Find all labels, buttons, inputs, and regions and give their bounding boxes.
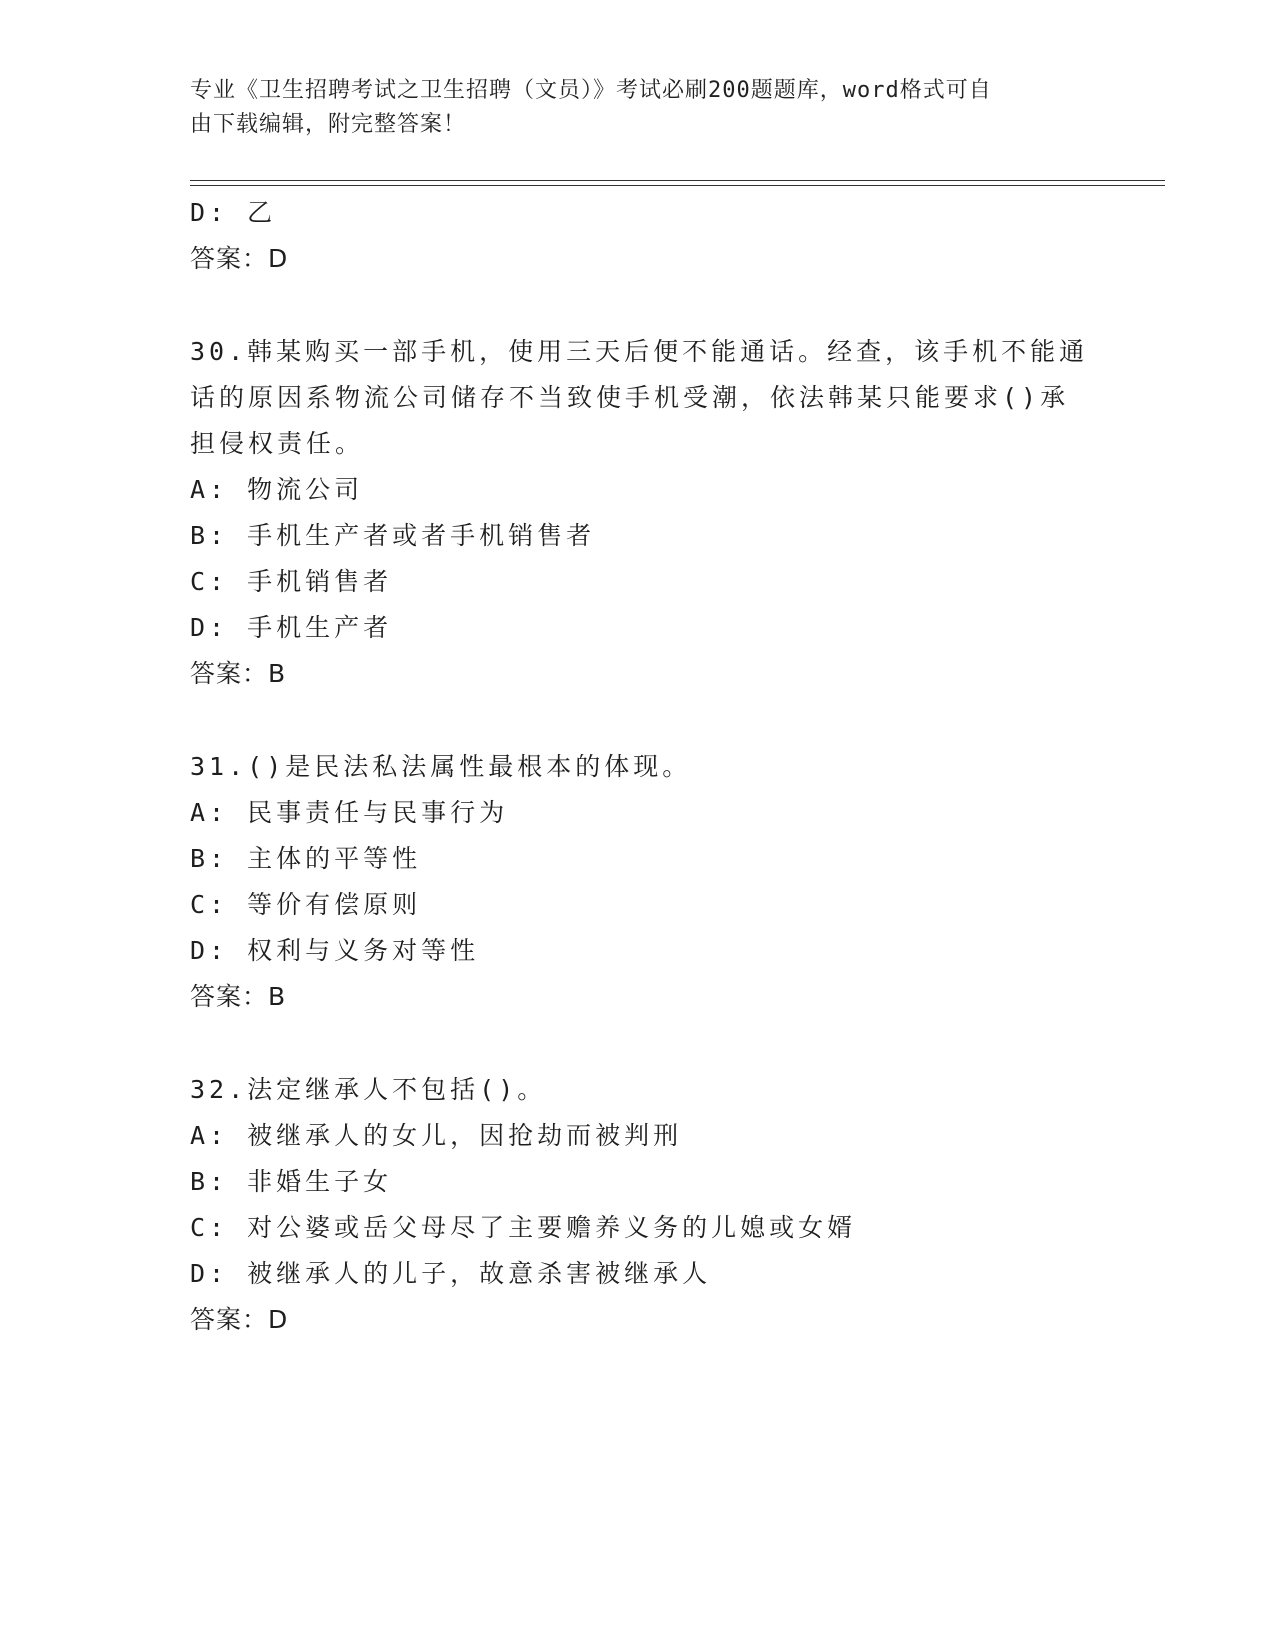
spacer [190,697,1090,744]
header-rule-top [190,180,1165,181]
question-stem-line: 30.韩某购买一部手机，使用三天后便不能通话。经查，该手机不能通 [190,337,1089,366]
previous-question-tail [190,190,1090,282]
option-b: B: 手机生产者或者手机销售者 [190,521,596,550]
question-stem-line: 32.法定继承人不包括()。 [190,1075,547,1104]
option-b: B: 主体的平等性 [190,844,422,873]
question-31 [190,744,1090,1020]
page-header [190,74,1070,142]
header-rule-bottom [190,185,1165,186]
question-stem-line: 31.()是民法私法属性最根本的体现。 [190,752,692,781]
option-c: C: 手机销售者 [190,567,393,596]
question-list [190,190,1090,1343]
answer: 答案：D [190,244,289,273]
option-d: D: 权利与义务对等性 [190,936,480,965]
question-stem-line: 话的原因系物流公司储存不当致使手机受潮，依法韩某只能要求()承 [190,383,1070,412]
question-32 [190,1067,1090,1343]
spacer [190,282,1090,329]
option-a: A: 物流公司 [190,475,364,504]
spacer [190,1020,1090,1067]
option-a: A: 被继承人的女儿，因抢劫而被判刑 [190,1121,683,1150]
option-d: D: 乙 [190,198,277,227]
header-line-2: 由下载编辑，附完整答案！ [190,112,467,137]
question-30 [190,329,1090,697]
option-b: B: 非婚生子女 [190,1167,393,1196]
option-d: D: 被继承人的儿子，故意杀害被继承人 [190,1259,712,1288]
option-c: C: 等价有偿原则 [190,890,422,919]
option-c: C: 对公婆或岳父母尽了主要赡养义务的儿媳或女婿 [190,1213,857,1242]
option-d: D: 手机生产者 [190,613,393,642]
answer: 答案：B [190,982,287,1011]
header-line-1: 专业《卫生招聘考试之卫生招聘（文员）》考试必刷200题题库，word格式可自 [190,78,992,103]
answer: 答案：B [190,659,287,688]
question-stem-line: 担侵权责任。 [190,429,365,458]
option-a: A: 民事责任与民事行为 [190,798,509,827]
answer: 答案：D [190,1305,289,1334]
